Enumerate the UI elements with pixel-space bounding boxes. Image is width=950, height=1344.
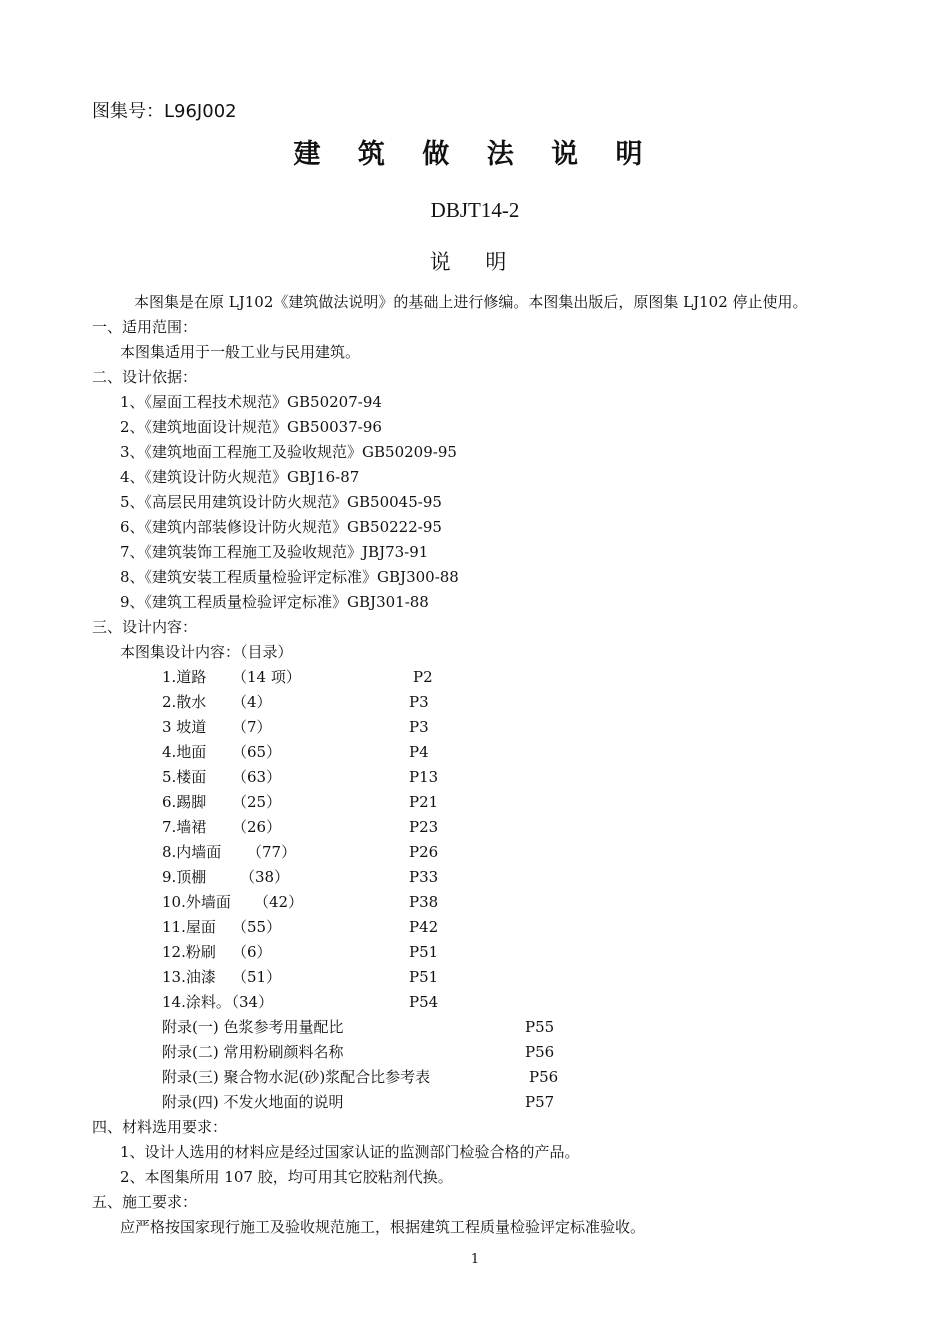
scope-text: 本图集适用于一般工业与民用建筑。 xyxy=(120,343,361,361)
atlas-number: 图集号：L96J002 xyxy=(92,101,237,122)
toc-item-name: 3 坡道 xyxy=(162,718,207,736)
toc-item-count: （26） xyxy=(232,818,282,836)
toc-item-name: 2.散水 xyxy=(162,693,207,711)
basis-item: 6、《建筑内部装修设计防火规范》GB50222-95 xyxy=(120,518,442,536)
appendix-item-name: 附录(四) 不发火地面的说明 xyxy=(162,1093,344,1111)
toc-item-page: P38 xyxy=(409,893,439,911)
toc-item-count: （63） xyxy=(232,768,282,786)
section-heading-basis: 二、设计依据： xyxy=(92,368,198,386)
toc-item-name: 13.油漆 xyxy=(162,968,216,986)
toc-item-page: P23 xyxy=(409,818,439,836)
toc-item-name: 4.地面 xyxy=(162,743,207,761)
basis-item: 7、《建筑装饰工程施工及验收规范》JBJ73-91 xyxy=(120,543,429,561)
basis-item: 3、《建筑地面工程施工及验收规范》GB50209-95 xyxy=(120,443,457,461)
toc-item-page: P2 xyxy=(413,668,433,686)
toc-item-name: 8.内墙面 xyxy=(162,843,222,861)
toc-item-name: 12.粉刷 xyxy=(162,943,216,961)
section-heading-construction: 五、施工要求： xyxy=(92,1193,198,1211)
appendix-item-name: 附录(一) 色浆参考用量配比 xyxy=(162,1018,344,1036)
toc-item-count: （65） xyxy=(232,743,282,761)
toc-item-name: 14.涂料。 xyxy=(162,993,231,1011)
materials-item: 2、本图集所用 107 胶，均可用其它胶粘剂代换。 xyxy=(120,1168,453,1186)
toc-item-page: P3 xyxy=(409,693,429,711)
toc-item-count: （6） xyxy=(232,943,272,961)
materials-item: 1、设计人选用的材料应是经过国家认证的监测部门检验合格的产品。 xyxy=(120,1143,580,1161)
appendix-item-page: P56 xyxy=(529,1068,559,1086)
basis-item: 1、《屋面工程技术规范》GB50207-94 xyxy=(120,393,382,411)
toc-item-name: 7.墙裙 xyxy=(162,818,207,836)
appendix-item-page: P56 xyxy=(525,1043,555,1061)
toc-item-count: （77） xyxy=(247,843,297,861)
section-subtitle: 说 明 xyxy=(429,250,521,274)
basis-item: 9、《建筑工程质量检验评定标准》GBJ301-88 xyxy=(120,593,429,611)
toc-item-page: P4 xyxy=(409,743,429,761)
appendix-item-name: 附录(二) 常用粉刷颜料名称 xyxy=(162,1043,344,1061)
toc-item-count: （4） xyxy=(232,693,272,711)
toc-item-name: 10.外墙面 xyxy=(162,893,231,911)
toc-item-page: P21 xyxy=(409,793,439,811)
toc-item-name: 5.楼面 xyxy=(162,768,207,786)
toc-item-page: P51 xyxy=(409,943,439,961)
page-number: 1 xyxy=(470,1252,480,1267)
toc-item-page: P33 xyxy=(409,868,439,886)
toc-item-name: 11.屋面 xyxy=(162,918,216,936)
toc-item-name: 9.顶棚 xyxy=(162,868,207,886)
toc-item-page: P26 xyxy=(409,843,439,861)
basis-item: 5、《高层民用建筑设计防火规范》GB50045-95 xyxy=(120,493,442,511)
toc-item-count: （51） xyxy=(232,968,282,986)
toc-item-name: 1.道路 xyxy=(162,668,207,686)
toc-item-page: P13 xyxy=(409,768,439,786)
basis-item: 4、《建筑设计防火规范》GBJ16-87 xyxy=(120,468,360,486)
section-heading-scope: 一、适用范围： xyxy=(92,318,198,336)
toc-item-count: （25） xyxy=(232,793,282,811)
basis-item: 8、《建筑安装工程质量检验评定标准》GBJ300-88 xyxy=(120,568,459,586)
toc-item-count: （7） xyxy=(232,718,272,736)
toc-item-count: （34） xyxy=(224,993,274,1011)
section-heading-materials: 四、材料选用要求： xyxy=(92,1118,228,1136)
toc-item-count: （38） xyxy=(240,868,290,886)
basis-item: 2、《建筑地面设计规范》GB50037-96 xyxy=(120,418,382,436)
toc-item-page: P51 xyxy=(409,968,439,986)
appendix-item-page: P57 xyxy=(525,1093,555,1111)
standard-code: DBJT14-2 xyxy=(430,198,520,222)
toc-item-count: （42） xyxy=(254,893,304,911)
section-heading-content: 三、设计内容： xyxy=(92,618,198,636)
toc-item-count: （55） xyxy=(232,918,282,936)
document-title: 建 筑 做 法 说 明 xyxy=(293,139,657,170)
toc-item-page: P3 xyxy=(409,718,429,736)
toc-item-count: （14 项） xyxy=(232,668,301,686)
toc-item-page: P54 xyxy=(409,993,439,1011)
appendix-item-name: 附录(三) 聚合物水泥(砂)浆配合比参考表 xyxy=(162,1068,431,1086)
construction-text: 应严格按国家现行施工及验收规范施工，根据建筑工程质量检验评定标准验收。 xyxy=(120,1218,646,1236)
content-intro: 本图集设计内容：（目录） xyxy=(120,643,293,661)
toc-item-page: P42 xyxy=(409,918,439,936)
intro-paragraph: 本图集是在原 LJ102《建筑做法说明》的基础上进行修编。本图集出版后，原图集 LJ102 停止使用。 xyxy=(134,293,808,311)
toc-item-name: 6.踢脚 xyxy=(162,793,207,811)
appendix-item-page: P55 xyxy=(525,1018,555,1036)
